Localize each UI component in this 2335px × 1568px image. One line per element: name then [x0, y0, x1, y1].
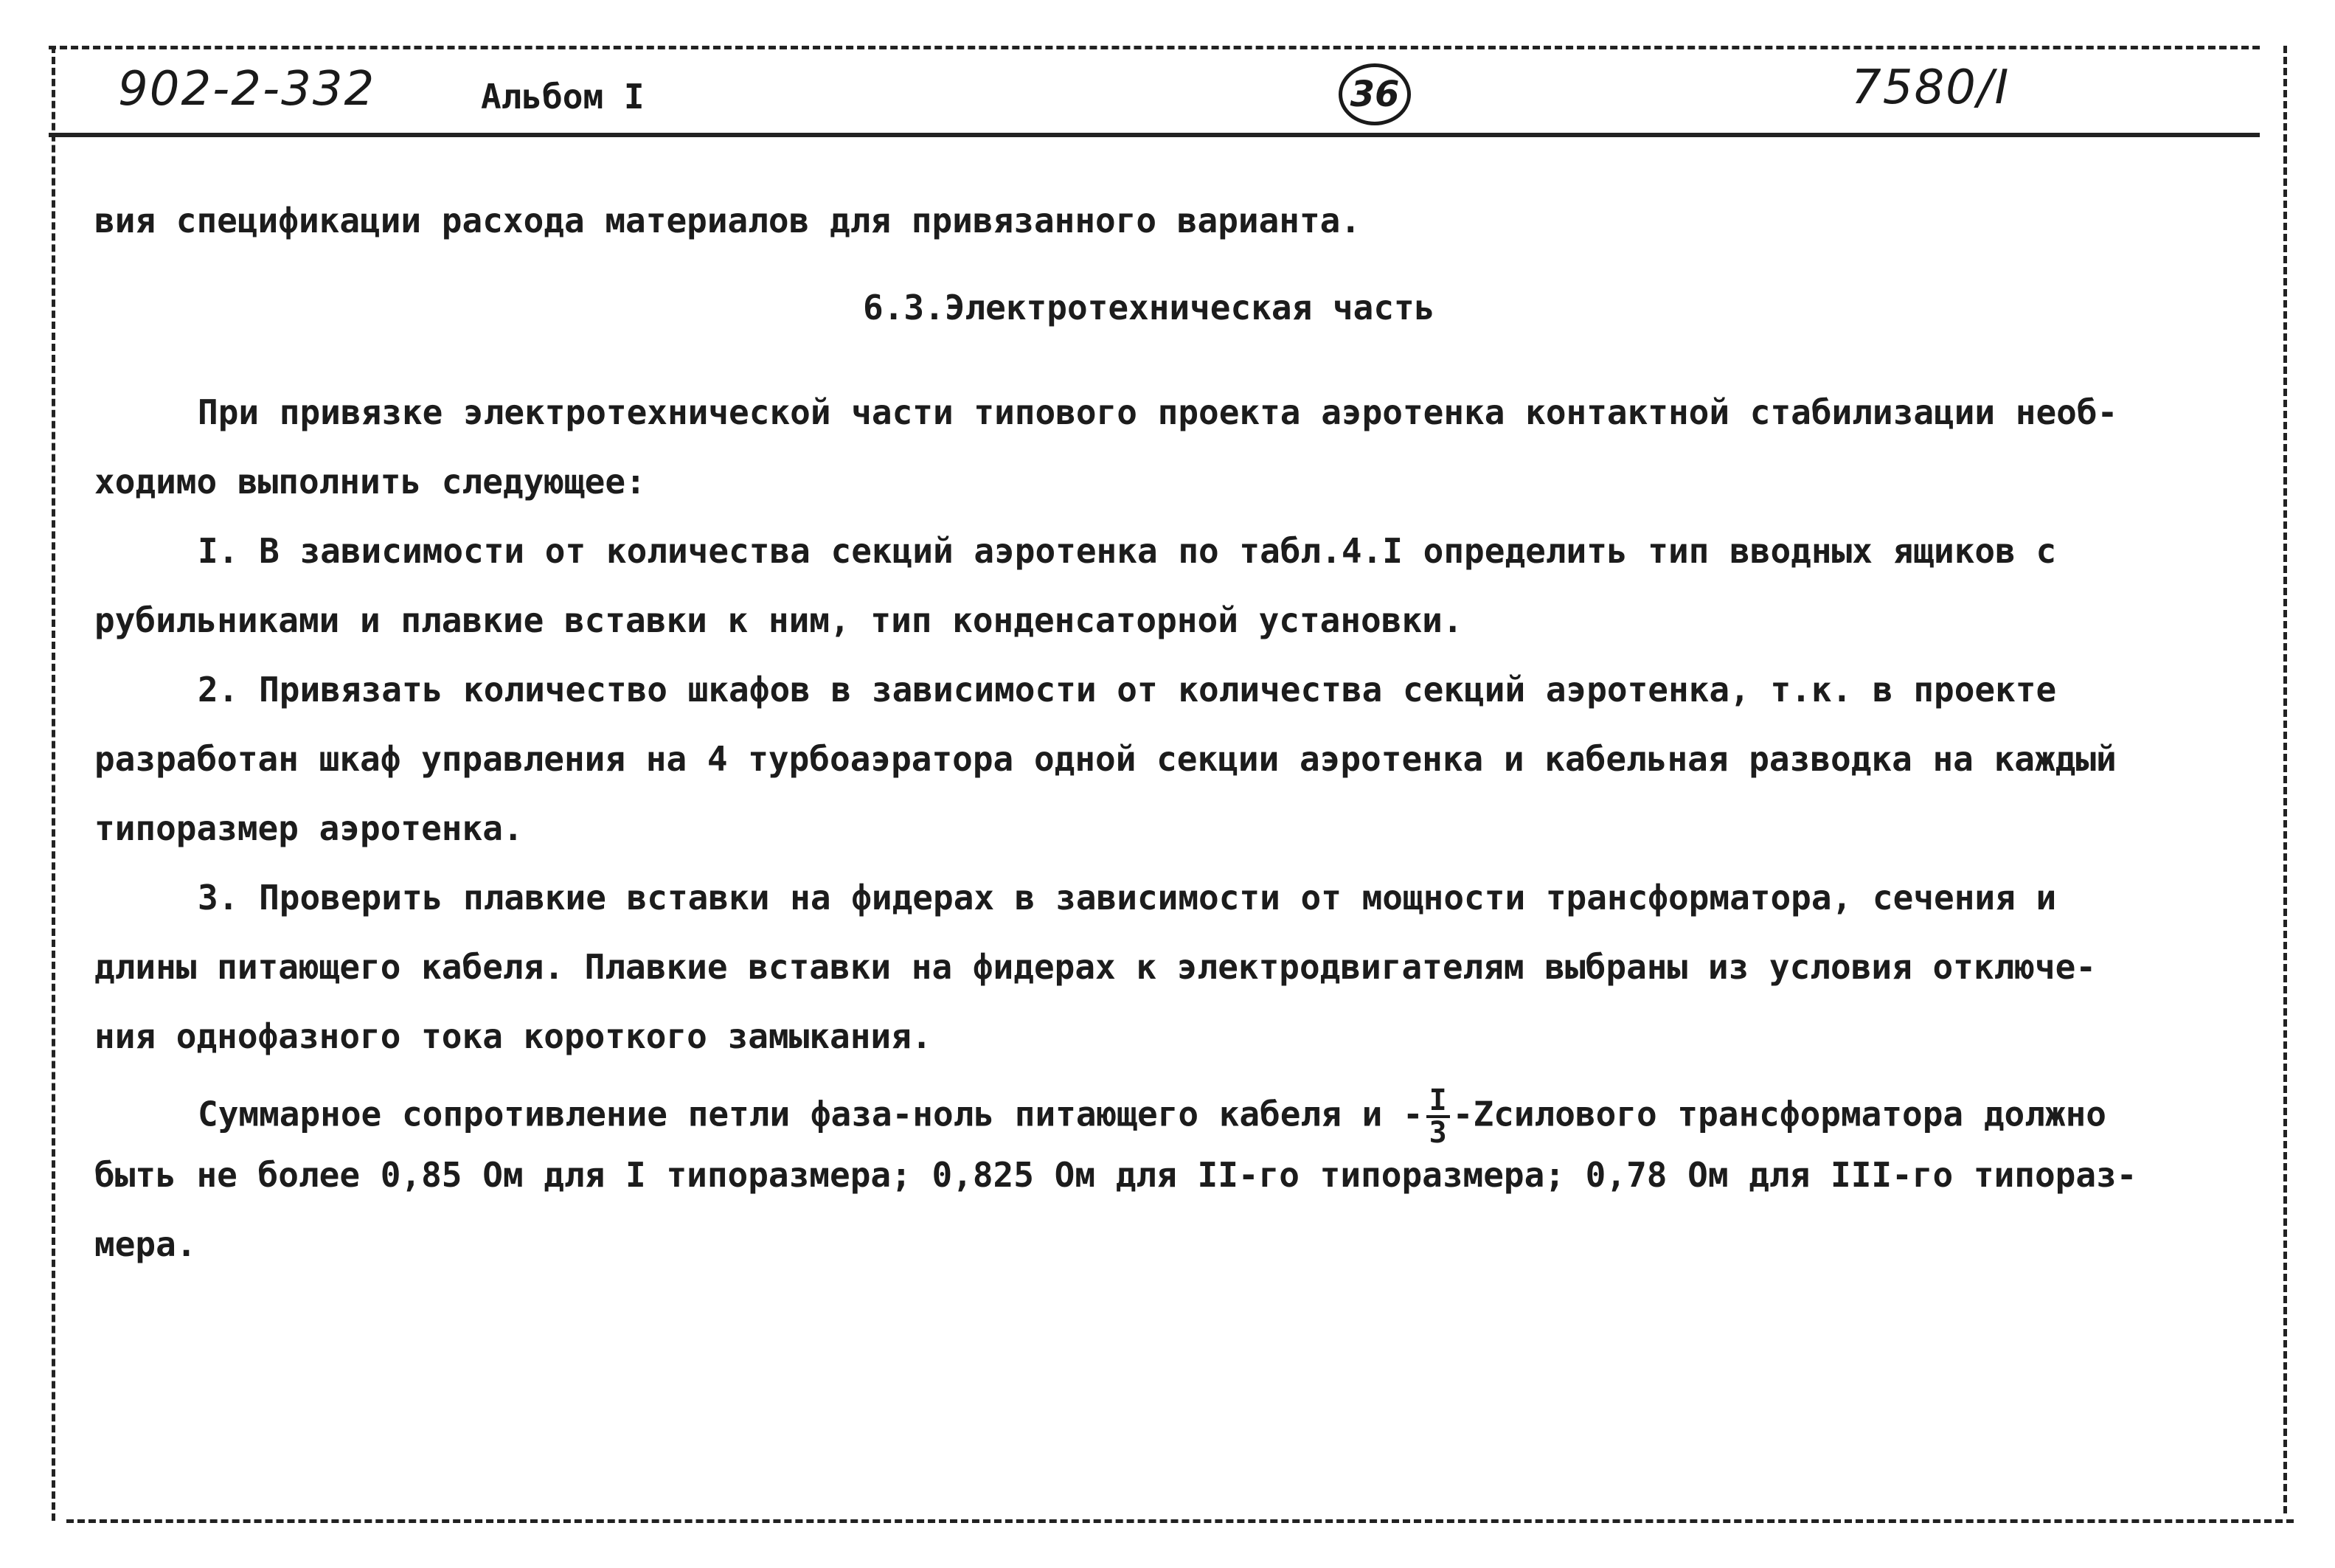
header-separator [49, 133, 2260, 137]
body-line-1: вия спецификации расхода материалов для привязанного варианта. [94, 201, 1361, 240]
frame-top-border [49, 46, 2260, 49]
frame-right-border [2283, 46, 2287, 1513]
body-line-6: 2. Привязать количество шкафов в зависимости от количества секций аэротенка, т.к. в проекте [198, 670, 2057, 710]
frame-bottom-border [66, 1519, 2294, 1523]
project-code: 902-2-332 [118, 62, 376, 117]
body-line-12-start: Суммарное сопротивление петли фаза-ноль питающего кабеля и - [198, 1094, 1423, 1134]
body-line-8: типоразмер аэротенка. [94, 808, 524, 848]
fraction-numerator: I [1426, 1086, 1450, 1118]
body-line-7: разработан шкаф управления на 4 турбоаэратора одной секции аэротенка и кабельная разводка на каждый [94, 739, 2117, 779]
sheet-id: 7580/I [1851, 60, 2010, 115]
body-line-3: ходимо выполнить следующее: [94, 462, 646, 502]
body-line-5: рубильниками и плавкие вставки к ним, тип конденсаторной установки. [94, 600, 1463, 640]
body-line-11: ния однофазного тока короткого замыкания. [94, 1016, 932, 1056]
body-line-4: I. В зависимости от количества секций аэротенка по табл.4.I определить тип вводных ящиков с [198, 531, 2057, 571]
body-line-9: 3. Проверить плавкие вставки на фидерах в зависимости от мощности трансформатора, сечения и [198, 878, 2057, 917]
section-title: 6.3.Электротехническая часть [863, 288, 1435, 327]
body-line-10: длины питающего кабеля. Плавкие вставки на фидерах к электродвигателям выбраны из условия отключе- [94, 947, 2097, 987]
fraction-one-third [1426, 1083, 1450, 1150]
body-line-12-end: -Zсилового трансформатора должно [1452, 1094, 2106, 1134]
body-line-14: мера. [94, 1224, 197, 1264]
fraction-denominator: 3 [1429, 1116, 1447, 1150]
page-number-circle: 36 [1339, 63, 1411, 125]
body-line-2: При привязке электротехнической части типового проекта аэротенка контактной стабилизации необ- [198, 392, 2118, 432]
frame-left-border [52, 46, 55, 1521]
album-label: Альбом I [481, 77, 645, 117]
body-line-13: быть не более 0,85 Ом для I типоразмера; 0,825 Ом для II-го типоразмера; 0,78 Ом для III-го типораз- [94, 1155, 2137, 1195]
body-line-12 [198, 1083, 2106, 1150]
